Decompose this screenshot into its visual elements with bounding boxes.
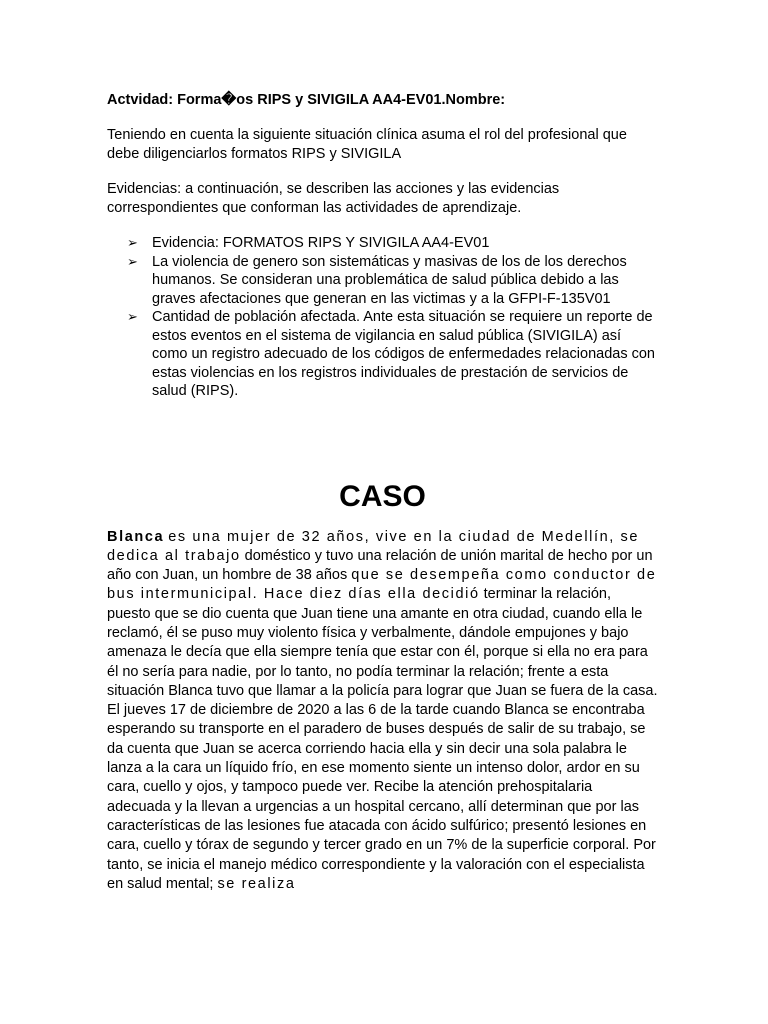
arrow-bullet-icon: ➢ — [127, 253, 138, 269]
case-text-spaced: se realiza — [217, 875, 296, 892]
evidence-item-text: Evidencia: FORMATOS RIPS Y SIVIGILA AA4-EV01 — [152, 235, 490, 251]
evidence-list-item — [107, 253, 658, 309]
evidence-list-item — [107, 234, 658, 253]
case-paragraph — [107, 528, 658, 702]
case-name: Blanca — [107, 528, 165, 545]
evidence-list-item — [107, 308, 658, 401]
case-text: El jueves 17 de diciembre de 2020 a las 6 de la tarde cuando Blanca se encontraba esperando su transporte en el paradero de buses después de salir de su trabajo, se da cuenta que Juan se acerca corriendo hacia ella y sin decir una sola palabra le lanza a la cara un líquido frío, en ese momento siente un intenso dolor, ardor en su cara, cuello y ojos, y tampoco puede ver. Recibe la atención prehospitalaria adecuada y la llevan a urgencias a un hospital cercano, allí determinan que por las características de las lesiones fue atacada con ácido sulfúrico; presentó lesiones en cara, cuello y tórax de segundo y tercer grado en un 7% de la superficie corporal. Por tanto, se inicia el manejo médico correspondiente y la valoración con el especialista en salud mental; — [107, 702, 656, 892]
arrow-bullet-icon: ➢ — [127, 235, 138, 250]
evidence-paragraph: Evidencias: a continuación, se describen las acciones y las evidencias correspondientes que conforman las actividades de aprendizaje. — [107, 181, 560, 216]
case-text-spaced: que se desempeña como conductor de bus intermunicipal. Hace diez días ella decidió — [107, 567, 657, 603]
case-text: doméstico y tuvo una relación de unión marital de hecho por un año con Juan, un hombre de 38 años — [107, 547, 653, 584]
arrow-bullet-icon: ➢ — [127, 309, 138, 324]
intro-paragraph: Teniendo en cuenta la siguiente situación clínica asuma el rol del profesional que debe diligenciarlos formatos RIPS y SIVIGILA — [107, 127, 627, 162]
case-text-spaced: es una mujer de 32 años, vive en la ciudad de Medellín, se dedica al trabajo — [107, 528, 640, 564]
activity-title: Actvidad: Forma�os RIPS y SIVIGILA AA4-EV01.Nombre: — [107, 92, 506, 108]
evidence-item-text: La violencia de genero son sistemáticas y masivas de los de los derechos humanos. Se consideran una problemática de salud pública debido a las graves afectaciones que generan en las victimas y a la GFPI-F-135V01 — [152, 253, 627, 307]
case-text: terminar la relación, puesto que se dio cuenta que Juan tiene una amante en otra ciudad, cuando ella le reclamó, él se puso muy violento física y verbalmente, dándole empujones y bajo amenaza le decía que ella siempre tenía que estar con él, porque si ella no era para él no sería para nadie, por lo tanto, no podía terminar la relación; frente a esta situación Blanca tuvo que llamar a la policía para lograr que Juan se fuera de la casa. — [107, 586, 658, 699]
evidence-list — [107, 234, 658, 401]
case-heading: CASO — [339, 479, 426, 513]
evidence-item-text: Cantidad de población afectada. Ante esta situación se requiere un reporte de estos eventos en el sistema de vigilancia en salud pública (SIVIGILA) así como un registro adecuado de los códigos de enfermedades relacionadas con estas violencias en los registros individuales de prestación de servicios de salud (RIPS). — [152, 309, 655, 399]
case-paragraph — [107, 701, 658, 894]
